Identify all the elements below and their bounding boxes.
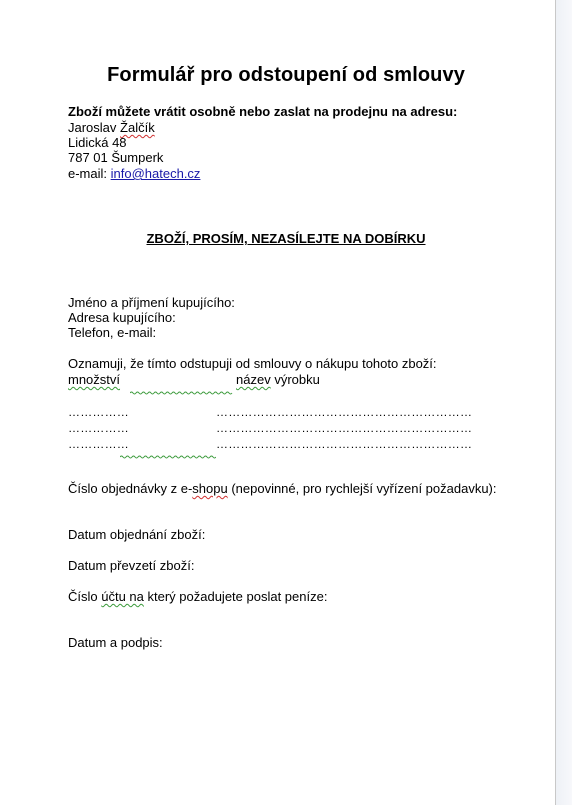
address-street: Lidická 48	[68, 135, 127, 150]
email-link[interactable]: info@hatech.cz	[110, 166, 201, 181]
column-quantity-label: množství	[68, 372, 121, 387]
workspace-background	[556, 0, 572, 805]
date-signature-label: Datum a podpis:	[68, 635, 163, 650]
row-3-name-dots: ………………………………………………………	[216, 437, 473, 451]
order-number-label-b: (nepovinné, pro rychlejší vyřízení požadavku):	[227, 481, 497, 496]
row-2-name-dots: ………………………………………………………	[216, 421, 473, 435]
address-name-first: Jaroslav	[68, 120, 121, 135]
declaration-text: Oznamuji, že tímto odstupuji od smlouvy o nákupu tohoto zboží:	[68, 356, 437, 371]
order-number-shop: shopu	[192, 481, 228, 496]
order-number-label	[68, 481, 497, 497]
row-2-quantity-dots: ……………	[68, 421, 129, 435]
column-name-rest: výrobku	[270, 372, 320, 387]
return-heading: Zboží můžete vrátit osobně nebo zaslat na prodejnu na adresu:	[68, 104, 458, 119]
spell-underline-row3	[120, 446, 216, 450]
row-1-quantity-dots: ……………	[68, 405, 129, 419]
buyer-phone-label: Telefon, e-mail:	[68, 325, 157, 340]
order-number-label-a: Číslo objednávky z e-	[68, 481, 193, 496]
column-quantity	[68, 372, 120, 388]
address-email-line	[68, 166, 200, 182]
order-date-label: Datum objednání zboží:	[68, 527, 206, 542]
account-number-label	[68, 589, 327, 605]
buyer-address-label: Adresa kupujícího:	[68, 310, 176, 325]
column-name-label: název	[236, 372, 271, 387]
address-name	[68, 120, 155, 136]
buyer-name-label: Jméno a příjmení kupujícího:	[68, 295, 235, 310]
row-3-quantity-dots: ……………	[68, 437, 129, 451]
account-label-b: účtu na	[101, 589, 144, 604]
row-1-name-dots: ………………………………………………………	[216, 405, 473, 419]
address-city: 787 01 Šumperk	[68, 150, 164, 165]
form-title: Formulář pro odstoupení od smlouvy	[107, 64, 465, 86]
account-label-a: Číslo	[68, 589, 102, 604]
column-name	[236, 372, 320, 388]
no-cod-notice: ZBOŽÍ, PROSÍM, NEZASÍLEJTE NA DOBÍRKU	[146, 231, 426, 246]
spell-underline-quantity	[130, 382, 234, 386]
account-label-c: který požadujete poslat peníze:	[143, 589, 328, 604]
email-label: e-mail:	[68, 166, 111, 181]
address-name-last: Žalčík	[120, 120, 155, 135]
receipt-date-label: Datum převzetí zboží:	[68, 558, 195, 573]
